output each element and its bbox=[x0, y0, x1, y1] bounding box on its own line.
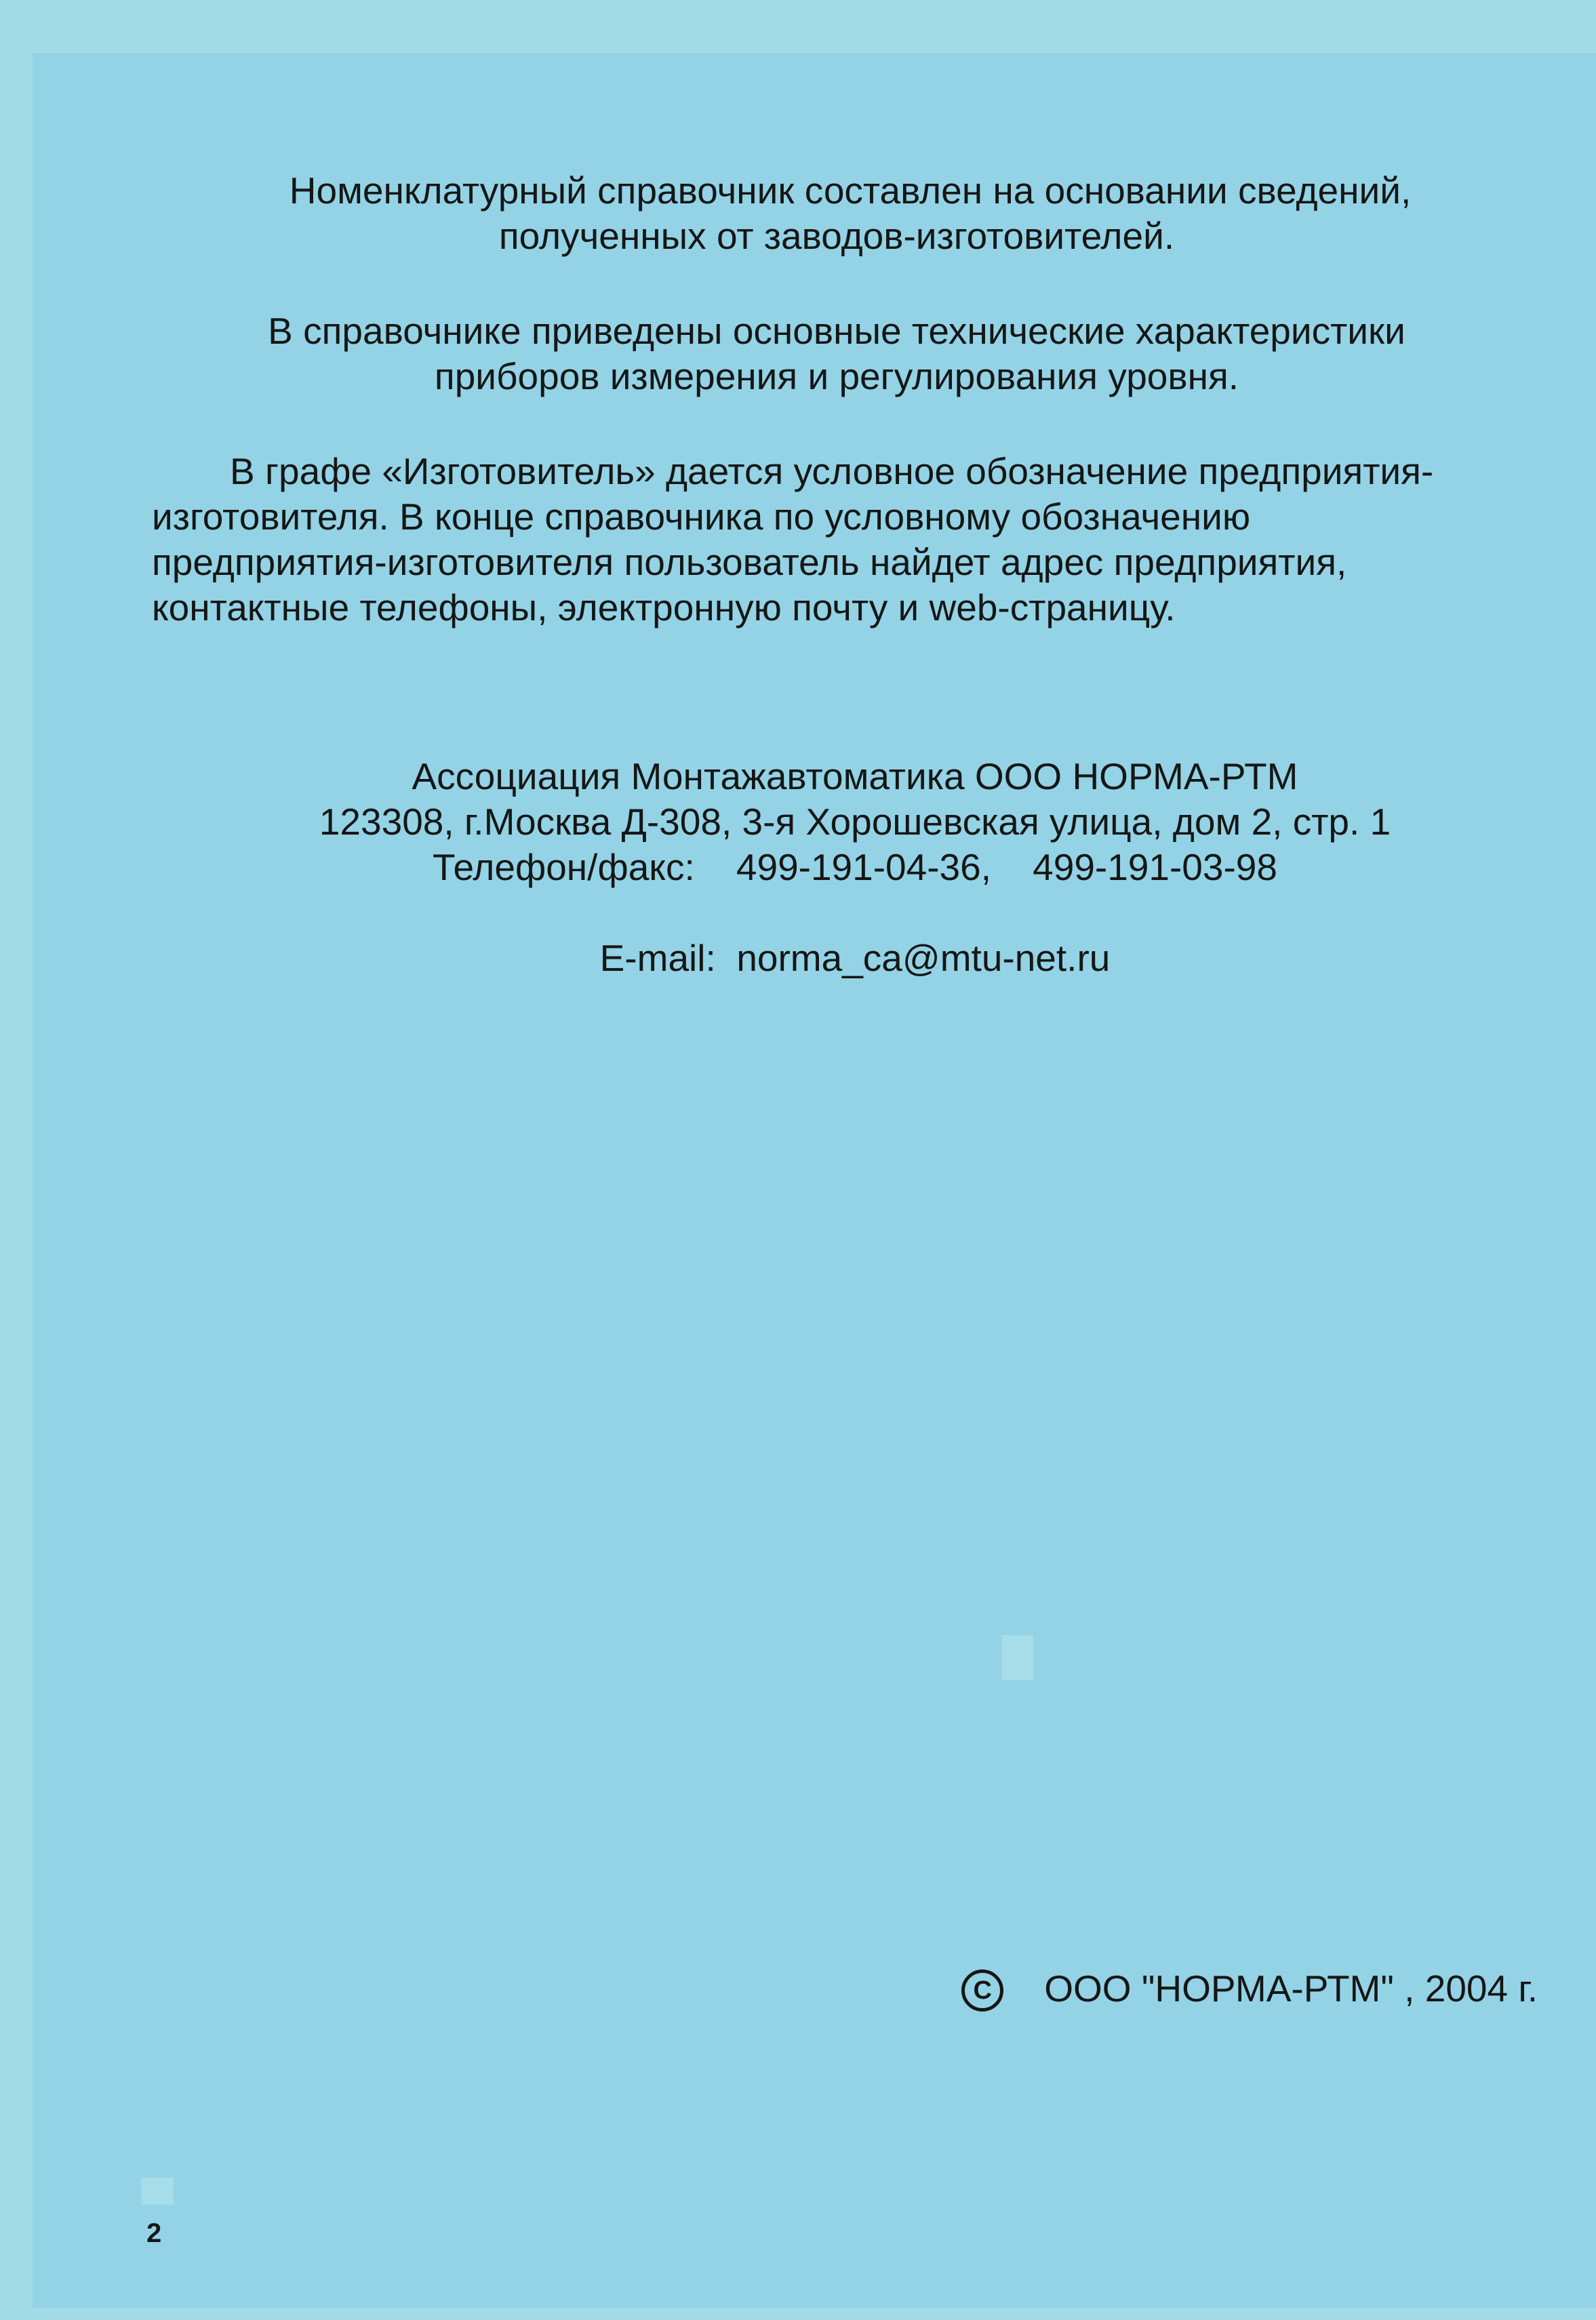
text-line: приборов измерения и регулирования уровня. bbox=[434, 355, 1239, 397]
page-number: 2 bbox=[146, 2218, 162, 2248]
text-line: Номенклатурный справочник составлен на основании сведений, bbox=[289, 169, 1412, 212]
intro-paragraph-2 bbox=[152, 308, 1521, 399]
left-border bbox=[0, 0, 33, 2320]
intro-paragraph-3 bbox=[152, 449, 1521, 631]
organization-name: Ассоциация Монтажавтоматика ООО НОРМА-РТМ bbox=[412, 755, 1298, 797]
intro-section bbox=[152, 168, 1521, 680]
top-border bbox=[0, 0, 1596, 53]
phone-line bbox=[33, 845, 1596, 890]
email-line bbox=[33, 936, 1596, 981]
text-line: полученных от заводов-изготовителей. bbox=[498, 215, 1175, 257]
address: 123308, г.Москва Д-308, 3-я Хорошевская улица, дом 2, стр. 1 bbox=[319, 801, 1391, 843]
email-label: E-mail: bbox=[599, 937, 716, 979]
text-line: В графе «Изготовитель» дается условное обозначение предприятия- bbox=[230, 450, 1434, 492]
text-line: изготовителя. В конце справочника по условному обозначению bbox=[152, 496, 1251, 538]
email-address: norma_ca@mtu-net.ru bbox=[736, 937, 1111, 979]
text-line: В справочнике приведены основные технические характеристики bbox=[268, 310, 1405, 352]
copyright-line bbox=[961, 1966, 1538, 2012]
copyright-icon: C bbox=[961, 1969, 1003, 2012]
phone-number-2: 499-191-03-98 bbox=[1033, 846, 1277, 888]
light-patch bbox=[141, 2178, 174, 2205]
text-line: контактные телефоны, электронную почту и web-страницу. bbox=[152, 586, 1176, 628]
text-line: предприятия-изготовителя пользователь найдет адрес предприятия, bbox=[152, 541, 1347, 583]
phone-label: Телефон/факс: bbox=[433, 846, 695, 888]
phone-number-1: 499-191-04-36, bbox=[736, 846, 992, 888]
intro-paragraph-1 bbox=[152, 168, 1521, 259]
light-patch bbox=[1002, 1635, 1033, 1680]
contacts-block bbox=[33, 754, 1596, 981]
copyright-text: ООО "НОРМА-РТМ" , 2004 г. bbox=[1044, 1967, 1538, 2009]
